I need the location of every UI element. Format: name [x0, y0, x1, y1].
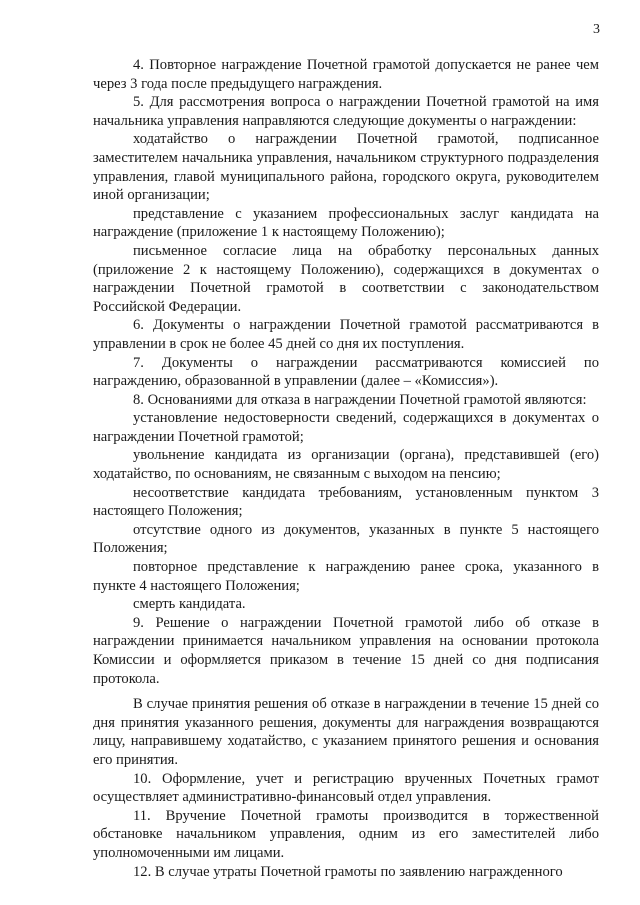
list-item-missing-document: отсутствие одного из документов, указанных в пункте 5 настоящего Положения; [93, 521, 599, 557]
paragraph-10: 10. Оформление, учет и регистрацию врученных Почетных грамот осуществляет административно-финансовый отдел управления. [93, 770, 599, 806]
page-number: 3 [593, 22, 600, 37]
paragraph-9: 9. Решение о награждении Почетной грамотой либо об отказе в награждении принимается начальником управления на основании протокола Комиссии и оформляется приказом в течение 15 дней со дня подписания протокола. [93, 614, 599, 687]
list-item-dismissal: увольнение кандидата из организации (органа), представившей (его) ходатайство, по основаниям, не связанным с выходом на пенсию; [93, 447, 599, 483]
paragraph-9-refusal: В случае принятия решения об отказе в награждении в течение 15 дней со дня принятия указанного решения, документы для награждения возвращаются лицу, направившему ходатайство, с указанием принятого решения и основания его принятия. [93, 696, 599, 768]
paragraph-12: 12. В случае утраты Почетной грамоты по заявлению награжденного [133, 863, 563, 880]
list-item-early-resubmission: повторное представление к награждению ранее срока, указанного в пункте 4 настоящего Положения; [93, 559, 599, 594]
list-item-unreliable-info: установление недостоверности сведений, содержащихся в документах о награждении Почетной грамотой; [93, 410, 599, 445]
list-item-nonconformity: несоответствие кандидата требованиям, установленным пунктом 3 настоящего Положения; [93, 484, 599, 520]
list-item-death: смерть кандидата. [133, 596, 246, 613]
list-item-consent: письменное согласие лица на обработку персональных данных (приложение 2 к настоящему Положению), содержащихся в документах о награждении Почетной грамотой в соответствии с законодательством Российской Федерации. [93, 242, 599, 315]
list-item-submission: представление с указанием профессиональных заслуг кандидата на награждение (приложение 1 к настоящему Положению); [93, 205, 599, 241]
paragraph-6: 6. Документы о награждении Почетной грамотой рассматриваются в управлении в срок не более 45 дней со дня их поступления. [93, 317, 599, 352]
paragraph-11: 11. Вручение Почетной грамоты производится в торжественной обстановке начальником управления, одним из его заместителей либо уполномоченными им лицами. [93, 807, 599, 861]
paragraph-8: 8. Основаниями для отказа в награждении Почетной грамотой являются: [133, 391, 587, 408]
paragraph-4: 4. Повторное награждение Почетной грамотой допускается не ранее чем через 3 года после предыдущего награждения. [93, 57, 599, 92]
list-item-petition: ходатайство о награждении Почетной грамотой, подписанное заместителем начальника управления, начальником структурного подразделения управления, главой муниципального района, городского округа, руководителем иной организации; [93, 131, 599, 204]
paragraph-5: 5. Для рассмотрения вопроса о награждении Почетной грамотой на имя начальника управления направляются следующие документы о награждении: [93, 94, 599, 129]
document-body [93, 56, 599, 881]
paragraph-7: 7. Документы о награждении рассматриваются комиссией по награждению, образованной в управлении (далее – «Комиссия»). [93, 354, 599, 390]
